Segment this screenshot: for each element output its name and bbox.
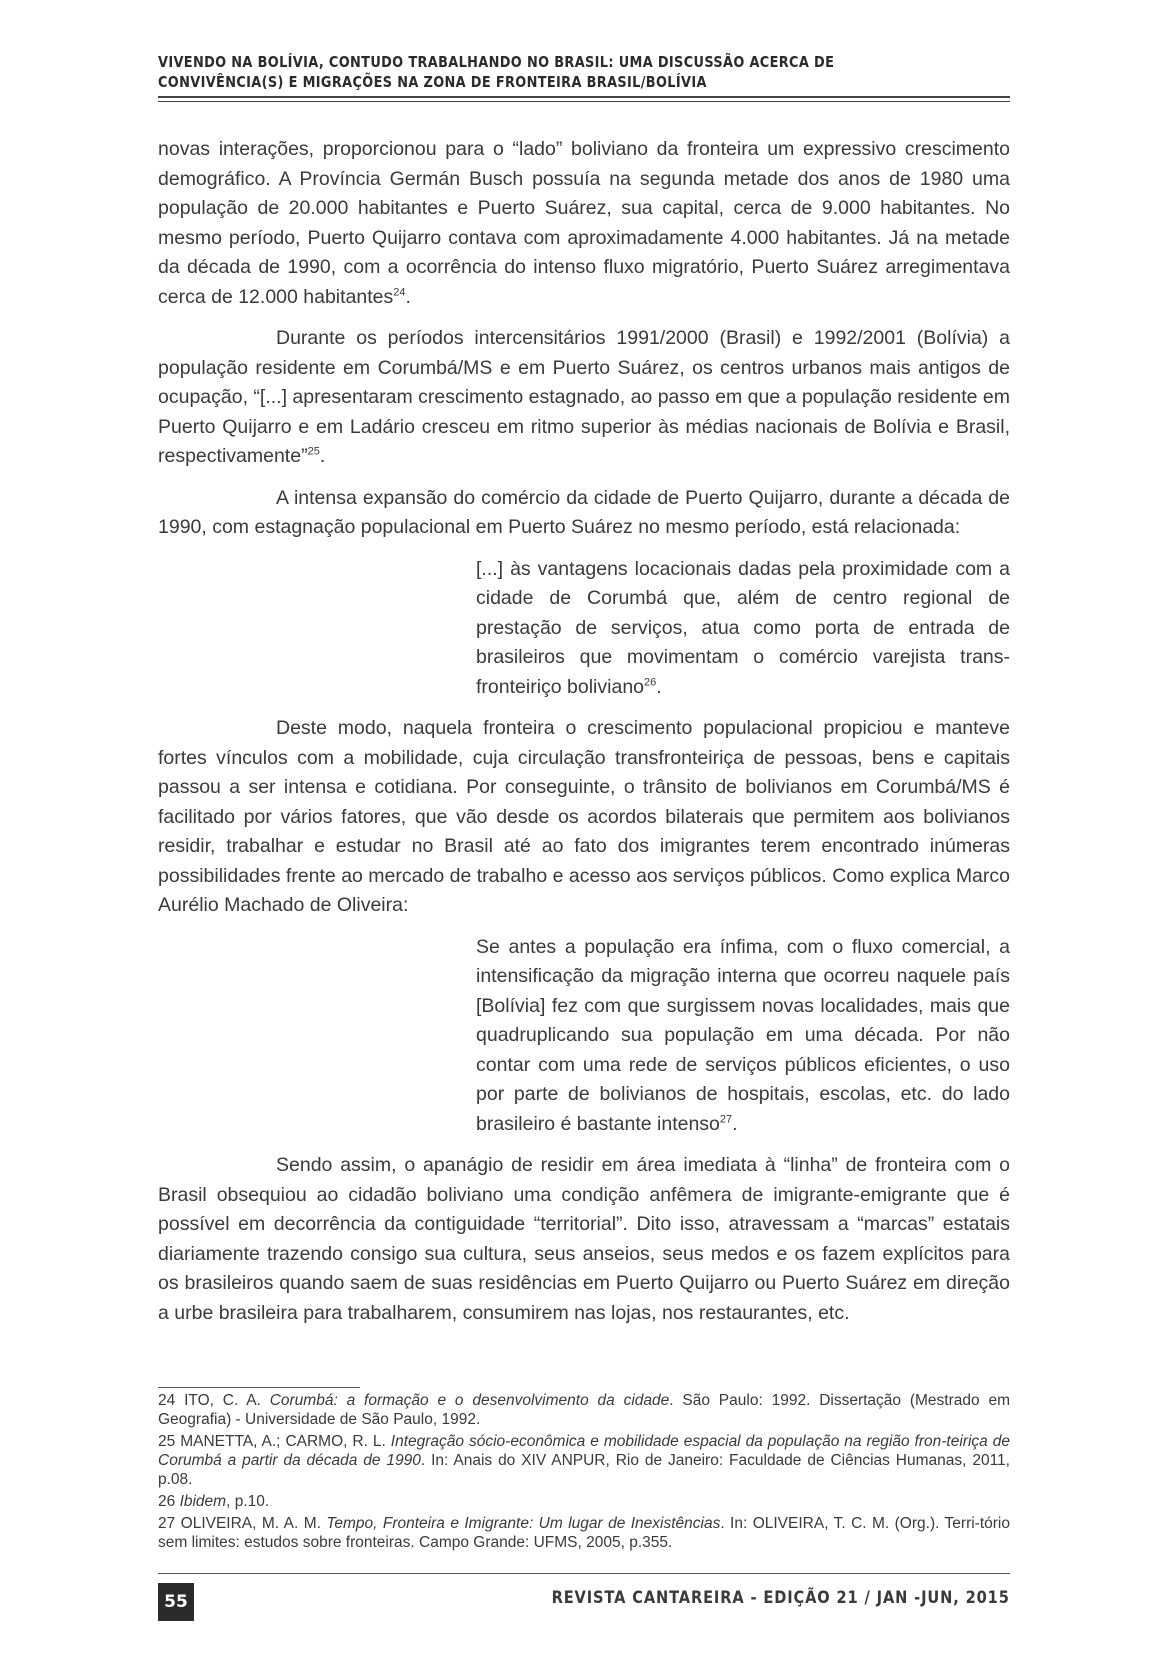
block-quote-2: Se antes a população era ínfima, com o fluxo comercial, a intensificação da migração interna que ocorreu naquele país [Bolívia] fez com que surgissem novas localidades, mais que quadruplicando sua população em uma década. Por não contar com uma rede de serviços públicos eficientes, o uso por parte de bolivianos de hospitais, escolas, etc. do lado brasileiro é bastante intenso$^{27}$. xyxy=(476,935,1010,1135)
footnote-25: 25 MANETTA, A.; CARMO, R. L. Integração sócio-econômica e mobilidade espacial da população na região fron-teiriça de Corumbá a partir da década de 1990. In: Anais do XIV ANPUR, Rio de Janeiro: Faculdade de Ciências Humanas, 2011, p.08. xyxy=(158,1433,1010,1488)
footnote-rule xyxy=(158,1387,360,1388)
footnote-ref-26[interactable]: 26 xyxy=(644,676,657,688)
block-quote-1: [...] às vantagens locacionais dadas pela proximidade com a cidade de Corumbá que, além de centro regional de prestação de serviços, atua como porta de entrada de brasileiros que movimentam o comércio varejista trans-fronteiriço boliviano$^{26}$. xyxy=(476,557,1010,698)
paragraph-5: Sendo assim, o apanágio de residir em área imediata à “linha” de fronteira com o Brasil obsequiou ao cidadão boliviano uma condição anfêmera de imigrante-emigrante que é possível em decorrência da contiguidade “territorial”. Dito isso, atravessam a “marcas” estatais diariamente trazendo consigo sua cultura, seus anseios, seus medos e os fazem explícitos para os brasileiros quando saem de suas residências em Puerto Quijarro ou Puerto Suárez em direção a urbe brasileira para trabalharem, consumirem nas lojas, nos restaurantes, etc. xyxy=(158,1154,1010,1324)
footnote-26: 26 Ibidem, p.10. xyxy=(158,1493,270,1510)
footnotes xyxy=(158,1391,1010,1555)
journal-info: REVISTA CANTAREIRA - EDIÇÃO 21 / JAN -JUN, 2015 xyxy=(551,1588,1010,1608)
running-header-line-2: CONVIVÊNCIA(S) E MIGRAÇÕES NA ZONA DE FRONTEIRA BRASIL/BOLÍVIA xyxy=(158,73,707,91)
footnote-ref-24[interactable]: 24 xyxy=(393,286,406,298)
article-body xyxy=(158,135,1010,1328)
footnote-24: 24 ITO, C. A. Corumbá: a formação e o desenvolvimento da cidade. São Paulo: 1992. Dissertação (Mestrado em Geografia) - Universidade de São Paulo, 1992. xyxy=(158,1392,1010,1428)
footer-rule xyxy=(158,1573,1010,1574)
footnote-ref-27[interactable]: 27 xyxy=(719,1113,733,1125)
running-header xyxy=(158,52,1010,92)
paragraph-4: Deste modo, naquela fronteira o crescimento populacional propiciou e manteve fortes vínculos com a mobilidade, cuja circulação transfronteiriça de pessoas, bens e capitais passou a ser intensa e cotidiana. Por conseguinte, o trânsito de bolivianos em Corumbá/MS é facilitado por vários fatores, que vão desde os acordos bilaterais que permitem aos bolivianos residir, trabalhar e estudar no Brasil até ao fato dos imigrantes terem encontrado inúmeras possibilidades frente ao mercado de trabalho e acesso aos serviços públicos. Como explica Marco Aurélio Machado de Oliveira: xyxy=(158,717,1010,916)
header-rule xyxy=(158,96,1010,102)
running-header-line-1: VIVENDO NA BOLÍVIA, CONTUDO TRABALHANDO NO BRASIL: UMA DISCUSSÃO ACERCA DE xyxy=(158,53,835,71)
footnote-ref-25[interactable]: 25 xyxy=(307,445,320,458)
footnote-27: 27 OLIVEIRA, M. A. M. Tempo, Fronteira e Imigrante: Um lugar de Inexistências. In: OLIVEIRA, T. C. M. (Org.). Terri-tório sem limites: estudos sobre fronteiras. Campo Grande: UFMS, 2005, p.355. xyxy=(158,1515,1010,1551)
page-number: 55 xyxy=(158,1583,194,1621)
paragraph-2: Durante os períodos intercensitários 1991/2000 (Brasil) e 1992/2001 (Bolívia) a população residente em Corumbá/MS e em Puerto Suárez, os centros urbanos mais antigos de ocupação, “[...] apresentaram crescimento estagnado, ao passo em que a população residente em Puerto Quijarro e em Ladário cresceu em ritmo superior às médias nacionais de Bolívia e Brasil, respectivamente”$^{25}$. xyxy=(158,327,1011,467)
paragraph-3: A intensa expansão do comércio da cidade de Puerto Quijarro, durante a década de 1990, com estagnação populacional em Puerto Suárez no mesmo período, está relacionada: xyxy=(158,486,1010,538)
paragraph-1: novas interações, proporcionou para o “lado” boliviano da fronteira um expressivo crescimento demográfico. A Província Germán Busch possuía na segunda metade dos anos de 1980 uma população de 20.000 habitantes e Puerto Suárez, sua capital, cerca de 9.000 habitantes. No mesmo período, Puerto Quijarro contava com aproximadamente 4.000 habitantes. Já na metade da década de 1990, com a ocorrência do intenso fluxo migratório, Puerto Suárez arregimentava cerca de 12.000 habitantes$^{24}$. xyxy=(158,138,1010,308)
